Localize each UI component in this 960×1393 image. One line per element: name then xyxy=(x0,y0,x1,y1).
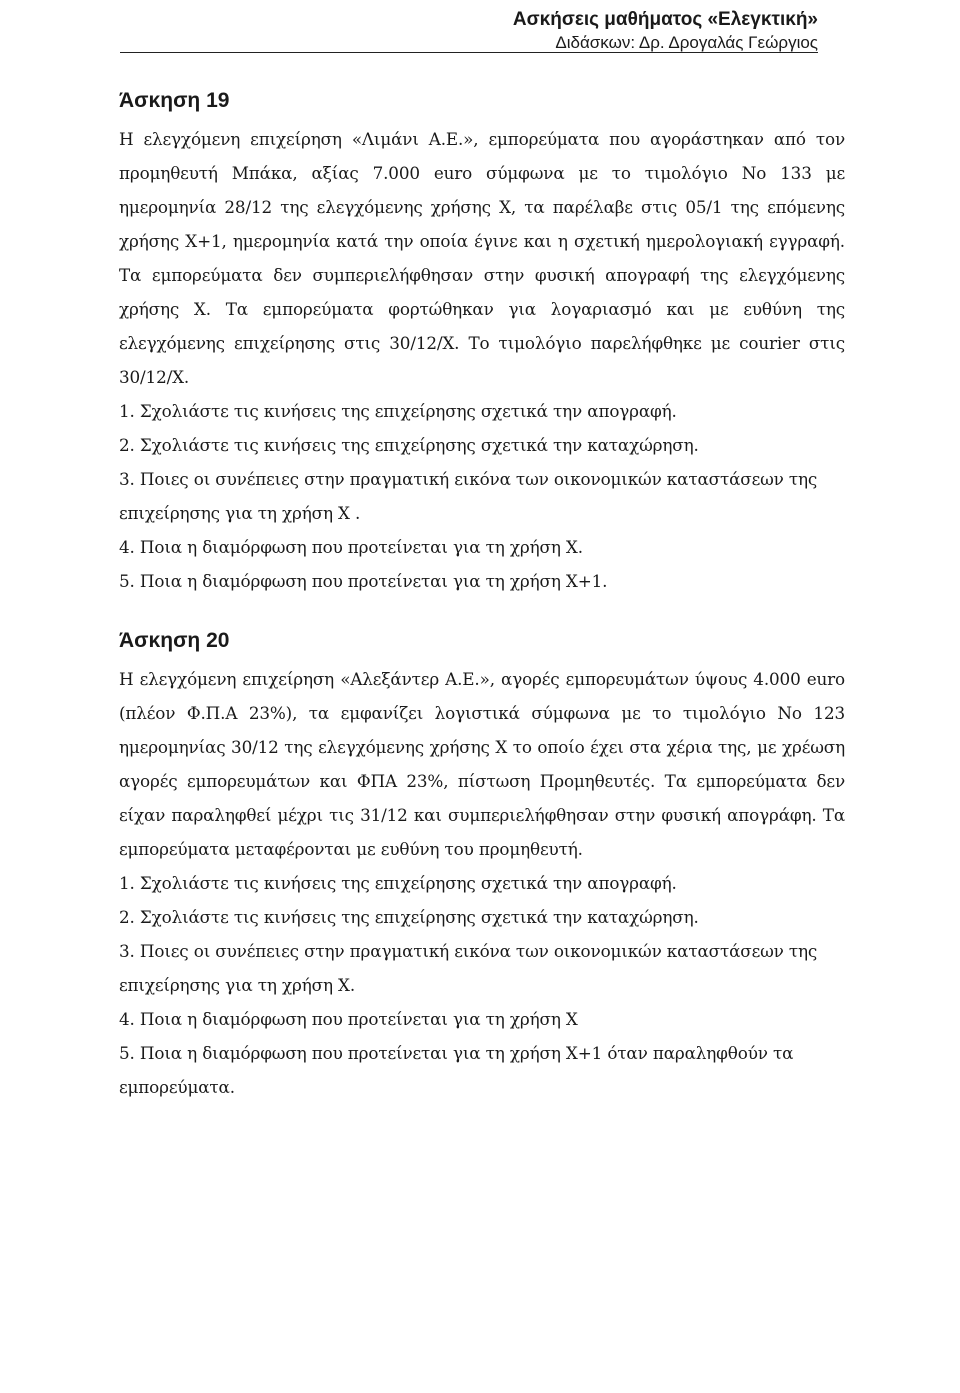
exercise-20-question-4: 4. Ποια η διαμόρφωση που προτείνεται για τη χρήση Χ xyxy=(119,1009,578,1029)
exercise-20-text: Η ελεγχόμενη επιχείρηση «Αλεξάντερ Α.Ε.», αγορές εμπορευμάτων ύψους 4.000 euro (πλέον Φ.Π.Α 23%), τα εμφανίζει λογιστικά σύμφωνα με το τιμολόγιο Νο 123 ημερομηνίας 30/12 της ελεγχόμενης χρήσης Χ το οποίο έχει στα χέρια της, με χρέωση αγορές εμπορευμάτων και ΦΠΑ 23%, πίστωση Προμηθευτές. Τα εμπορεύματα δεν είχαν παραληφθεί μέχρι τις 31/12 και συμπεριελήφθησαν στην φυσική απογράφη. Τα εμπορεύματα μεταφέρονται με ευθύνη του προμηθευτή. xyxy=(119,669,845,859)
instructor-line: Διδάσκων: Δρ. Δρογαλάς Γεώργιος xyxy=(555,33,818,52)
exercise-20-title: Άσκηση 20 xyxy=(119,629,230,652)
exercise-20-question-5: 5. Ποια η διαμόρφωση που προτείνεται για τη χρήση Χ+1 όταν παραληφθούν τα εμπορεύματα. xyxy=(119,1043,794,1097)
exercise-19-title: Άσκηση 19 xyxy=(119,89,230,112)
exercise-20-question-2: 2. Σχολιάστε τις κινήσεις της επιχείρησης σχετικά την καταχώρηση. xyxy=(119,907,699,927)
exercise-19-question-4: 4. Ποια η διαμόρφωση που προτείνεται για τη χρήση Χ. xyxy=(119,537,583,557)
exercise-19 xyxy=(119,84,845,598)
exercise-19-question-1: 1. Σχολιάστε τις κινήσεις της επιχείρησης σχετικά την απογραφή. xyxy=(119,401,677,421)
exercise-19-question-2: 2. Σχολιάστε τις κινήσεις της επιχείρησης σχετικά την καταχώρηση. xyxy=(119,435,699,455)
page-header xyxy=(513,8,818,54)
exercise-19-question-3: 3. Ποιες οι συνέπειες στην πραγματική εικόνα των οικονομικών καταστάσεων της επιχείρησης για τη χρήση Χ . xyxy=(119,469,818,523)
exercise-19-question-5: 5. Ποια η διαμόρφωση που προτείνεται για τη χρήση Χ+1. xyxy=(119,571,608,591)
course-title: Ασκήσεις μαθήματος «Ελεγκτική» xyxy=(512,9,818,30)
header-divider xyxy=(120,52,818,53)
exercise-19-text: Η ελεγχόμενη επιχείρηση «Λιμάνι Α.Ε.», εμπορεύματα που αγοράστηκαν από τον προμηθευτή Μπάκα, αξίας 7.000 euro σύμφωνα με το τιμολόγιο Νο 133 με ημερομηνία 28/12 της ελεγχόμενης χρήσης Χ, τα παρέλαβε στις 05/1 της επόμενης χρήσης Χ+1, ημερομηνία κατά την οποία έγινε και η σχετική ημερολογιακή εγγραφή. Τα εμπορεύματα δεν συμπεριελήφθησαν στην φυσική απογραφή της ελεγχόμενης χρήσης Χ. Τα εμπορεύματα φορτώθηκαν για λογαριασμό και με ευθύνη της ελεγχόμενης επιχείρησης στις 30/12/Χ. Το τιμολόγιο παρελήφθηκε με courier στις 30/12/Χ. xyxy=(119,129,845,387)
exercise-20-question-1: 1. Σχολιάστε τις κινήσεις της επιχείρησης σχετικά την απογραφή. xyxy=(119,873,677,893)
exercise-20 xyxy=(119,624,845,1104)
exercise-20-question-3: 3. Ποιες οι συνέπειες στην πραγματική εικόνα των οικονομικών καταστάσεων της επιχείρησης για τη χρήση Χ. xyxy=(119,941,818,995)
